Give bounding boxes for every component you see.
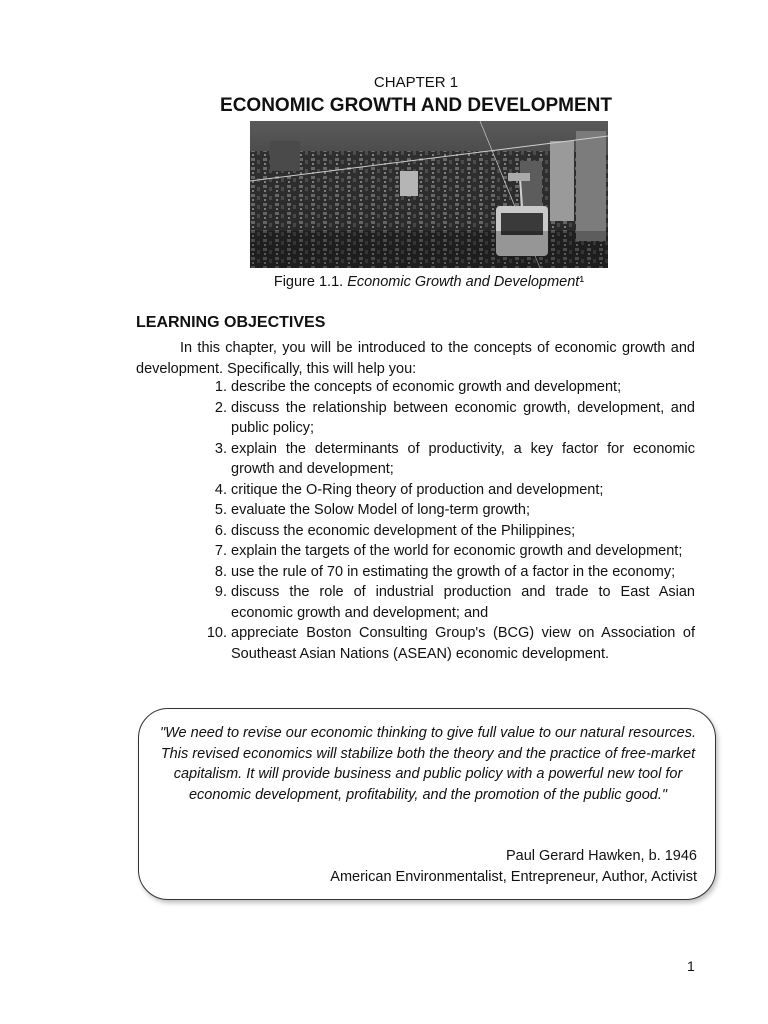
item-number: 10. — [206, 625, 227, 641]
item-text: discuss the relationship between economic growth, development, and public policy; — [231, 399, 695, 436]
item-text: describe the concepts of economic growth and development; — [231, 379, 622, 395]
figure-title: Economic Growth and Development — [347, 274, 580, 290]
figure-prefix: Figure 1.1. — [273, 274, 348, 290]
quote-text: "We need to revise our economic thinking to give full value to our natural resources. This revised economics will stabilize both the theory and the practice of free-market capitalism. It will provide business and public policy with a powerful new tool for economic development, profitability, and the promotion of the public good." — [159, 725, 697, 803]
list-item — [200, 582, 695, 623]
quote-box — [138, 708, 716, 900]
list-item — [200, 377, 695, 398]
item-number: 8. — [214, 563, 227, 580]
list-item — [200, 562, 695, 583]
item-number: 1. — [214, 379, 227, 395]
item-text: explain the determinants of productivity, a key factor for economic growth and development; — [231, 440, 695, 477]
list-item — [200, 500, 695, 521]
item-text: evaluate the Solow Model of long-term growth; — [231, 502, 531, 518]
page-number: 1 — [687, 958, 695, 974]
list-item — [200, 541, 695, 562]
item-text: appreciate Boston Consulting Group's (BCG) view on Association of Southeast Asian Nations (ASEAN) economic development. — [231, 625, 695, 662]
intro-text: In this chapter, you will be introduced to the concepts of economic growth and development. Specifically, this will help you: — [136, 340, 695, 377]
item-number: 2. — [214, 399, 227, 416]
item-number: 4. — [214, 481, 227, 498]
quote-attribution — [330, 846, 697, 888]
item-number: 5. — [214, 502, 227, 518]
item-number: 6. — [214, 522, 227, 539]
list-item — [200, 521, 695, 542]
city-cable-car-photo — [250, 121, 608, 268]
figure-caption — [0, 274, 768, 290]
list-item — [200, 623, 695, 664]
chapter-title: ECONOMIC GROWTH AND DEVELOPMENT — [220, 95, 612, 116]
footnote-mark: ¹ — [579, 274, 585, 290]
item-text: use the rule of 70 in estimating the growth of a factor in the economy; — [231, 563, 676, 580]
item-text: discuss the economic development of the Philippines; — [231, 522, 576, 539]
item-number: 7. — [214, 543, 227, 559]
list-item — [200, 398, 695, 439]
item-text: explain the targets of the world for economic growth and development; — [231, 543, 683, 559]
objectives-list — [200, 377, 695, 664]
list-item — [200, 480, 695, 501]
objectives-intro — [136, 338, 695, 379]
item-text: critique the O-Ring theory of production and development; — [231, 481, 604, 498]
quote-author-description: American Environmentalist, Entrepreneur, Author, Activist — [330, 869, 697, 885]
list-item — [200, 439, 695, 480]
item-text: discuss the role of industrial production and trade to East Asian economic growth and development; and — [231, 584, 695, 621]
item-number: 9. — [214, 584, 227, 600]
learning-objectives-heading: LEARNING OBJECTIVES — [136, 314, 326, 331]
quote-author: Paul Gerard Hawken, b. 1946 — [505, 848, 697, 864]
chapter-label: CHAPTER 1 — [373, 74, 459, 91]
item-number: 3. — [214, 440, 227, 457]
